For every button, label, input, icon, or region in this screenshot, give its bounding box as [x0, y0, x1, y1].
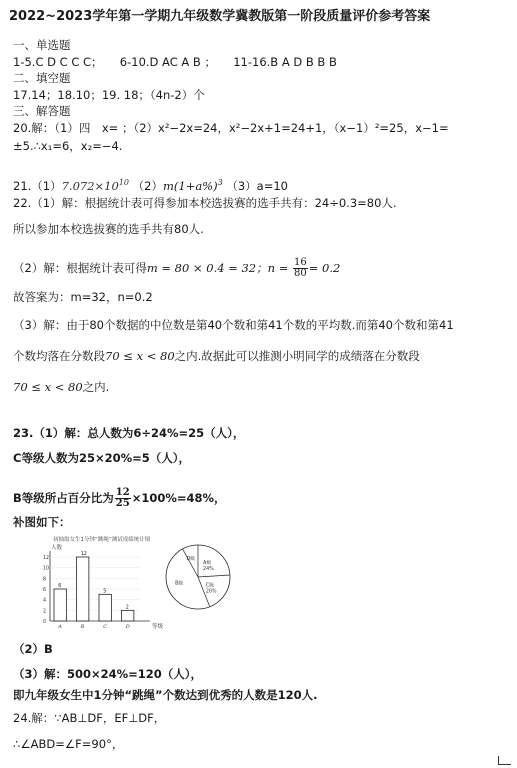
- y-tick-label: 2: [43, 609, 47, 615]
- q24-line2: ∴∠ABD=∠F=90°，: [13, 737, 124, 751]
- q23-line3: [13, 488, 226, 509]
- q22-line3-tail: = 0.2: [308, 261, 341, 275]
- q21-mid: （2）: [132, 178, 163, 193]
- q22-fraction: [293, 258, 308, 279]
- q22-line3-math: m = 80 × 0.4 = 32；n =: [146, 261, 289, 275]
- y-tick-label: 12: [43, 556, 50, 561]
- q22-line3: [13, 258, 340, 279]
- bar-C: [99, 594, 111, 621]
- pie-slice-label: C级: [205, 583, 215, 589]
- q21-value1-exp: 10: [118, 178, 129, 187]
- q22-line7-math: 70 ≤ x < 80: [13, 380, 83, 394]
- page-corner-mark: [498, 756, 511, 765]
- page-title: 2022~2023学年第一学期九年级数学冀教版第一阶段质量评价参考答案: [9, 9, 431, 24]
- section3-heading: 三、解答题: [13, 104, 71, 118]
- bar-value-label: 6: [58, 584, 62, 589]
- q21-prefix: 21.（1）: [13, 178, 62, 193]
- q21-value2: m(1+a%): [162, 178, 218, 193]
- y-tick-label: 8: [43, 577, 47, 583]
- bar-B: [77, 557, 89, 621]
- q23-line6: （3）解：500×24%=120（人），: [13, 667, 203, 681]
- x-tick-label: C: [103, 624, 108, 630]
- pie-slice-label: A级: [203, 561, 212, 567]
- bar-value-label: 2: [125, 605, 129, 611]
- q23-line3-prefix: B等级所占百分比为: [13, 491, 114, 505]
- q22-line7-tail: 之内.: [82, 380, 110, 394]
- q23-line5: （2）B: [13, 642, 53, 656]
- section1-heading: 一、单选题: [13, 38, 71, 52]
- q22-line6-prefix: 个数均落在分数段: [13, 349, 105, 363]
- q23-fraction-den: 25: [115, 498, 130, 509]
- q20-line1: 20.解：（1）四 x= ；（2）x²−2x=24，x²−2x+1=24+1，（x−1）²=25，x−1=: [13, 121, 449, 135]
- q23-line1: 23.（1）解：总人数为6÷24%=25（人），: [13, 426, 245, 440]
- q21-value1: 7.072×10: [61, 178, 119, 193]
- q21-line: [13, 176, 288, 193]
- q22-fraction-num: 16: [293, 257, 307, 268]
- statistics-figure: [38, 533, 238, 633]
- q22-line2: 所以参加本校选拔赛的选手共有80人.: [13, 222, 204, 236]
- bar-D: [122, 610, 134, 621]
- q21-tail: （3）a=10: [226, 178, 288, 193]
- pie-slice-label: 20%: [205, 589, 217, 595]
- statistics-figure-svg: [38, 533, 238, 633]
- x-tick-label: A: [58, 624, 62, 630]
- q22-line6-math: 70 ≤ x < 80: [105, 349, 175, 363]
- pie-slice-label: D级: [186, 556, 196, 562]
- q23-fraction-num: 12: [115, 487, 130, 498]
- section2-answers: 17.14；18.10；19. 18；（4n-2）个: [13, 88, 205, 102]
- q21-value2-exp: 3: [217, 178, 223, 187]
- q23-line3-tail: ×100%=48%，: [131, 491, 226, 505]
- x-axis-label: 等级: [152, 624, 164, 630]
- q20-line2: ±5.∴x₁=6，x₂=−4.: [13, 139, 123, 153]
- q23-line2: C等级人数为25×20%=5（人），: [13, 451, 190, 465]
- q22-line6: [13, 349, 420, 363]
- q24-line1: 24.解：∵AB⊥DF，EF⊥DF，: [13, 711, 166, 725]
- q23-line4: 补图如下：: [13, 515, 71, 529]
- q22-line6-tail: 之内.故据此可以推测小明同学的成绩落在分数段: [174, 349, 420, 363]
- chart-title: 初抽取女生1分钟“跳绳”测试成绩统计图: [53, 537, 151, 543]
- q23-fraction: [115, 488, 131, 509]
- q22-line7: [13, 380, 109, 394]
- x-tick-label: D: [125, 624, 130, 630]
- q22-line1: 22.（1）解：根据统计表可得参加本校选拔赛的选手共有：24÷0.3=80人.: [13, 196, 397, 210]
- q23-line7: 即九年级女生中1分钟“跳绳”个数达到优秀的人数是120人.: [13, 688, 318, 702]
- q22-line4: 故答案为：m=32，n=0.2: [13, 290, 153, 304]
- pie-slice-label: 24%: [203, 567, 214, 573]
- bar-value-label: 5: [103, 589, 107, 595]
- q22-line5: （3）解：由于80个数据的中位数是第40个数和第41个数的平均数.而第40个数和第41: [13, 318, 454, 332]
- q22-fraction-den: 80: [293, 268, 307, 279]
- y-tick-label: 6: [43, 588, 47, 593]
- pie-slice-label: B级: [175, 581, 184, 587]
- bar-A: [54, 589, 66, 621]
- y-tick-label: 0: [43, 620, 47, 625]
- y-tick-label: 4: [43, 598, 47, 604]
- section1-answers: 1-5.C D C C C； 6-10.D AC A B ； 11-16.B A D B B B: [13, 55, 337, 69]
- q22-line3-prefix: （2）解：根据统计表可得: [13, 261, 147, 275]
- section2-heading: 二、填空题: [13, 71, 71, 85]
- x-tick-label: B: [80, 624, 85, 630]
- bar-value-label: 12: [80, 552, 87, 557]
- y-tick-label: 10: [43, 566, 50, 572]
- y-axis-label: 人数: [51, 545, 63, 551]
